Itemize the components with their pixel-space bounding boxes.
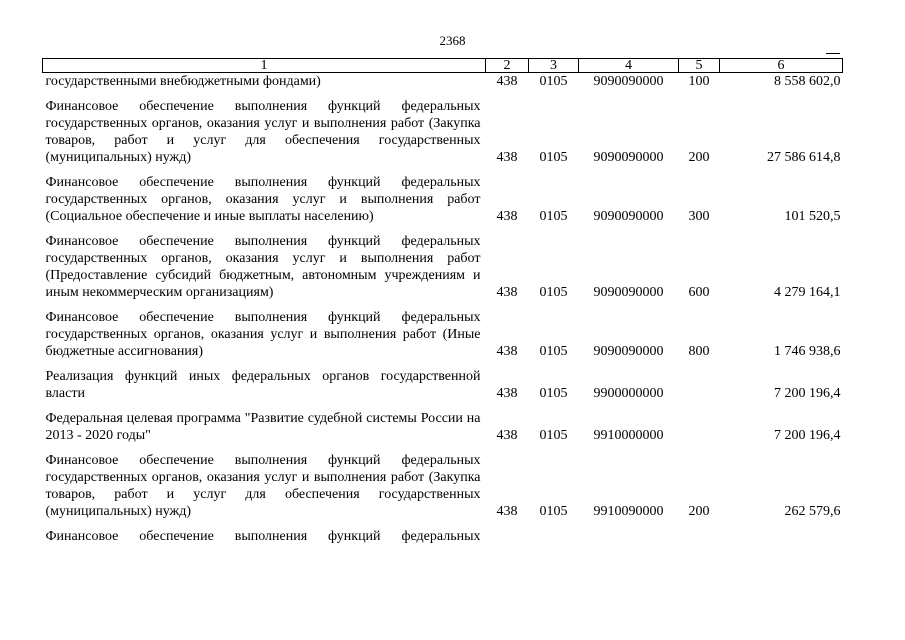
row-description: Финансовое обеспечение выполнения функций федеральных государственных органов, оказания услуг и выполнения работ (Предоставление субсидий бюджетным, автономным учреждениям и иным некоммерческим организациям) (45, 234, 481, 300)
row-spacer (43, 225, 843, 233)
margin-mark (826, 53, 840, 54)
header-row (43, 59, 843, 73)
row-spacer (43, 402, 843, 410)
table-row (43, 73, 843, 91)
row-description: государственными внебюджетными фондами) (45, 74, 321, 89)
header-col-1: 1 (43, 59, 486, 73)
header-col-6: 6 (720, 59, 843, 73)
row-col-4: 9090090000 (593, 74, 664, 89)
row-col-4: 9090090000 (593, 344, 664, 359)
row-col-2: 438 (496, 344, 518, 359)
row-spacer (43, 166, 843, 174)
row-col-2: 438 (496, 386, 518, 401)
row-col-5 (679, 410, 720, 444)
row-amount: 27 586 614,8 (767, 150, 841, 165)
row-description: Финансовое обеспечение выполнения функций федеральных (45, 529, 481, 544)
row-col-2: 438 (496, 504, 518, 519)
row-col-4: 9090090000 (593, 150, 664, 165)
row-col-5: 200 (688, 504, 710, 519)
row-col-2: 438 (496, 150, 518, 165)
row-col-5: 800 (688, 344, 710, 359)
header-col-5: 5 (679, 59, 720, 73)
row-col-3 (529, 528, 579, 545)
row-col-2: 438 (496, 74, 518, 89)
row-col-5 (679, 528, 720, 545)
row-col-3: 0105 (539, 344, 568, 359)
row-amount: 8 558 602,0 (774, 74, 841, 89)
row-col-5 (679, 368, 720, 402)
row-col-5: 300 (688, 209, 710, 224)
header-col-2: 2 (486, 59, 529, 73)
row-col-5: 100 (688, 74, 710, 89)
row-description: Финансовое обеспечение выполнения функций федеральных государственных органов, оказания услуг и выполнения работ (Иные бюджетные ассигнования) (45, 310, 481, 359)
table-row (43, 410, 843, 444)
row-col-4 (579, 528, 679, 545)
row-col-5: 600 (688, 285, 710, 300)
row-col-3: 0105 (539, 74, 568, 89)
table-row (43, 309, 843, 360)
table-row (43, 528, 843, 545)
row-col-3: 0105 (539, 428, 568, 443)
row-col-4: 9090090000 (593, 285, 664, 300)
row-description: Финансовое обеспечение выполнения функций федеральных государственных органов, оказания услуг и выполнения работ (Закупка товаров, работ и услуг для обеспечения государственных (муниципальных) нужд) (45, 453, 481, 519)
row-col-3: 0105 (539, 386, 568, 401)
table-body (43, 73, 843, 546)
header-col-4: 4 (579, 59, 679, 73)
row-col-4: 9910090000 (593, 504, 664, 519)
row-amount: 1 746 938,6 (774, 344, 841, 359)
row-col-3: 0105 (539, 504, 568, 519)
table-row (43, 368, 843, 402)
row-col-4: 9910000000 (593, 428, 664, 443)
row-description: Финансовое обеспечение выполнения функций федеральных государственных органов, оказания услуг и выполнения работ (Закупка товаров, работ и услуг для обеспечения государственных (муниципальных) нужд) (45, 99, 481, 165)
row-col-2 (486, 528, 529, 545)
table-row (43, 174, 843, 225)
table-row (43, 233, 843, 301)
row-col-3: 0105 (539, 285, 568, 300)
row-spacer (43, 360, 843, 368)
row-spacer (43, 90, 843, 98)
row-spacer (43, 520, 843, 528)
table-row (43, 452, 843, 520)
row-amount: 7 200 196,4 (774, 386, 841, 401)
row-col-3: 0105 (539, 150, 568, 165)
row-col-3: 0105 (539, 209, 568, 224)
row-col-2: 438 (496, 209, 518, 224)
page-number: 2368 (439, 33, 466, 48)
budget-table-container (42, 58, 842, 545)
table-row (43, 98, 843, 166)
row-col-2: 438 (496, 428, 518, 443)
row-description: Финансовое обеспечение выполнения функций федеральных государственных органов, оказания услуг и выполнения работ (Социальное обеспечение и иные выплаты населению) (45, 175, 481, 224)
header-col-3: 3 (529, 59, 579, 73)
budget-table (42, 58, 843, 545)
row-amount: 4 279 164,1 (774, 285, 841, 300)
row-col-4: 9090090000 (593, 209, 664, 224)
row-description: Реализация функций иных федеральных органов государственной власти (45, 369, 481, 401)
row-description: Федеральная целевая программа "Развитие судебной системы России на 2013 - 2020 годы" (45, 411, 481, 443)
row-amount: 262 579,6 (784, 504, 841, 519)
row-amount (720, 528, 843, 545)
row-col-5: 200 (688, 150, 710, 165)
row-col-2: 438 (496, 285, 518, 300)
row-amount: 7 200 196,4 (774, 428, 841, 443)
row-spacer (43, 444, 843, 452)
row-spacer (43, 301, 843, 309)
row-col-4: 9900000000 (593, 386, 664, 401)
row-amount: 101 520,5 (784, 209, 841, 224)
